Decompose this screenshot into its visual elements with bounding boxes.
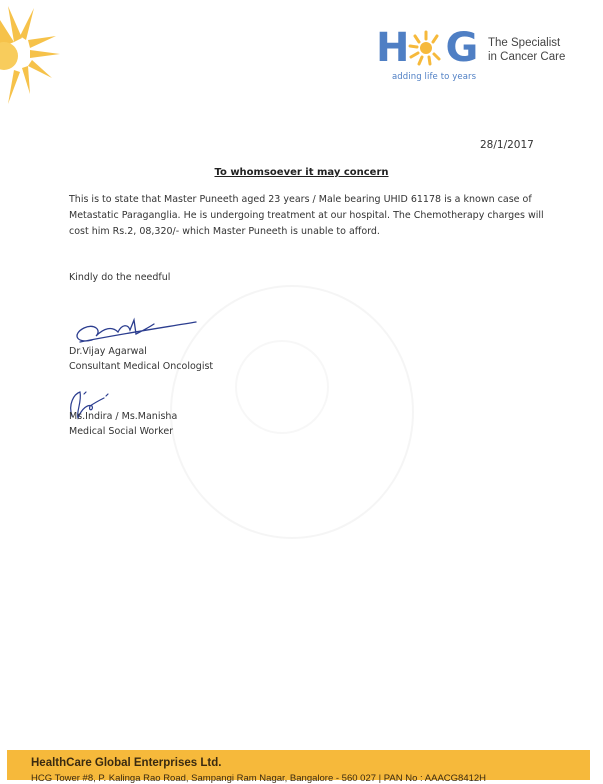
signatory-1-name: Dr.Vijay Agarwal [69, 346, 147, 357]
specialist-text [488, 36, 565, 64]
letter-body: This is to state that Master Puneeth aged 23 years / Male bearing UHID 61178 is a known case of Metastatic Paraganglia. He is undergoing treatment at our hospital. The Chemotherapy charges will cost him Rs.2, 08,320/- which Master Puneeth is unable to afford. [69, 194, 544, 237]
logo-letter-g: G [445, 25, 477, 71]
letter-closing: Kindly do the needful [69, 272, 171, 283]
footer-address: HCG Tower #8, P. Kalinga Rao Road, Sampangi Ram Nagar, Bangalore - 560 027 | PAN No : AAACG8412H [31, 773, 487, 784]
signatory-2-title: Medical Social Worker [69, 426, 174, 437]
letter-date: 28/1/2017 [480, 139, 534, 151]
sun-logo-icon [0, 0, 70, 110]
specialist-line-1: The Specialist [488, 37, 561, 49]
seal-watermark-inner [235, 340, 329, 434]
letter-title: To whomsoever it may concern [214, 167, 389, 178]
footer-company-name: HealthCare Global Enterprises Ltd. [31, 757, 222, 769]
hcg-logo-wordmark [376, 25, 477, 71]
hcg-logo [376, 25, 576, 88]
signatory-1-title: Consultant Medical Oncologist [69, 361, 214, 372]
logo-sun-c-icon [408, 30, 444, 66]
logo-tagline: adding life to years [392, 72, 477, 82]
logo-letter-h: H [376, 25, 408, 71]
footer-bar [7, 750, 590, 784]
signatory-2-name: Ms.Indira / Ms.Manisha [69, 411, 178, 422]
specialist-line-2: in Cancer Care [488, 51, 566, 63]
